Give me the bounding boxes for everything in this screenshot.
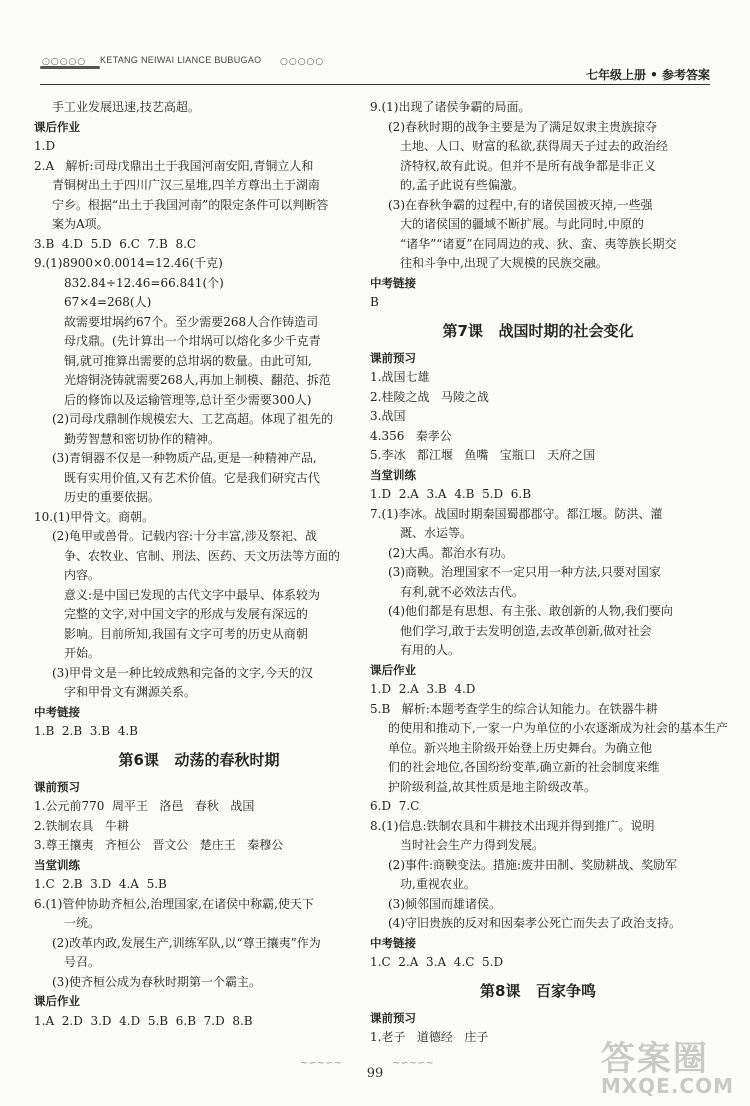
answer-line: 5.李冰 都江堰 鱼嘴 宝瓶口 天府之国 bbox=[370, 448, 596, 462]
answer-line: 争、农牧业、官制、刑法、医药、天文历法等方面的 bbox=[64, 548, 341, 563]
answer-line: 溉、水运等。 bbox=[400, 526, 473, 540]
answer-line: 影响。目前所知,我国有文字可考的历史从商朝 bbox=[64, 626, 308, 641]
answer-line: 当时社会生产力得到发展。 bbox=[400, 838, 545, 852]
answer-line: 10.(1)甲骨文。商朝。 bbox=[34, 509, 155, 524]
answer-line: 一统。 bbox=[64, 916, 101, 930]
lesson-title: 第8课 百家争鸣 bbox=[479, 981, 597, 1000]
answer-line: (2)事件:商鞅变法。措施:废井田制、奖励耕战、奖励军 bbox=[388, 857, 678, 872]
answer-line: (2)春秋时期的战争主要是为了满足奴隶主贵族掠夺 bbox=[388, 119, 657, 134]
answer-line: (3)青铜器不仅是一种物质产品,更是一种精神产品, bbox=[52, 451, 317, 465]
section-heading: 当堂训练 bbox=[34, 857, 80, 872]
answer-line: 案为A项。 bbox=[52, 217, 109, 231]
answer-line: 8.(1)信息:铁制农具和牛耕技术出现并得到推广。说明 bbox=[370, 818, 655, 833]
answer-line: 他们学习,敢于去发明创造,去改革创新,做对社会 bbox=[400, 623, 652, 638]
answer-line: 的,孟子此说有些偏激。 bbox=[400, 178, 524, 192]
answer-line: 67×4=268(人) bbox=[64, 295, 152, 309]
answer-line: 1.老子 道德经 庄子 bbox=[370, 1030, 489, 1044]
dots-decoration-right: ○○○○○ bbox=[280, 57, 325, 67]
answer-line: (2)改革内政,发展生产,训练军队,以“尊王攘夷”作为 bbox=[52, 935, 321, 950]
answer-line: 9.(1)出现了诸侯争霸的局面。 bbox=[370, 100, 531, 114]
answer-line: 5.B 解析:本题考查学生的综合认知能力。在铁器牛耕 bbox=[370, 701, 658, 716]
answer-line: (4)他们都是有思想、有主张、敢创新的人物,我们要向 bbox=[388, 604, 673, 618]
answer-line: 后的修饰以及运输管理等,总计至少需要300人) bbox=[64, 392, 312, 407]
series-brand: KETANG NEIWAI LIANCE BUBUGAO bbox=[100, 55, 262, 65]
answer-line: 1.公元前770 周平王 洛邑 春秋 战国 bbox=[34, 799, 255, 813]
answer-line: (4)守旧贵族的反对和因秦孝公死亡而失去了政治支持。 bbox=[388, 916, 682, 930]
answer-line: 土地、人口、财富的私欲,获得周天子过去的政治经 bbox=[400, 139, 668, 153]
section-heading: 中考链接 bbox=[370, 275, 416, 290]
answer-line: 6.D 7.C bbox=[370, 799, 420, 813]
answer-line: 故需要坩埚约67个。至少需要268人合作铸造司 bbox=[64, 314, 319, 329]
section-heading: 课前预习 bbox=[370, 1010, 416, 1025]
answer-line: (3)商鞅。治理国家不一定只用一种方法,只要对国家 bbox=[388, 565, 661, 579]
answer-line: 完整的文字,对中国文字的形成与发展有深远的 bbox=[64, 607, 308, 621]
answer-line: 7.(1)李冰。战国时期秦国蜀郡郡守。都江堰。防洪、灌 bbox=[370, 506, 663, 521]
answer-line: 1.C 2.B 3.D 4.A 5.B bbox=[34, 877, 167, 891]
section-heading: 课前预习 bbox=[34, 779, 80, 794]
answer-line: 号召。 bbox=[64, 955, 101, 969]
section-heading: 课后作业 bbox=[370, 662, 416, 677]
ornament-right: ~∽~∽~ bbox=[392, 1058, 434, 1069]
answer-line: 1.D 2.A 3.A 4.B 5.D 6.B bbox=[370, 487, 532, 501]
dots-decoration-left: ○○○○○ bbox=[42, 57, 87, 67]
lesson-title: 第6课 动荡的春秋时期 bbox=[118, 750, 280, 769]
section-heading: 中考链接 bbox=[34, 704, 80, 719]
answer-line: 3.尊王攘夷 齐桓公 晋文公 楚庄王 秦穆公 bbox=[34, 838, 284, 852]
section-heading: 课前预习 bbox=[370, 350, 416, 365]
section-heading: 中考链接 bbox=[370, 935, 416, 950]
answer-line: 大的诸侯国的疆域不断扩展。与此同时,中原的 bbox=[400, 217, 644, 231]
answer-line: 历史的重要依据。 bbox=[64, 490, 161, 504]
answer-line: 济特权,故有此说。但并不是所有战争都是非正义 bbox=[400, 158, 656, 173]
answer-line: (2)司母戊鼎制作规模宏大、工艺高超。体现了祖先的 bbox=[52, 412, 334, 426]
answer-line: 2.A 解析:司母戊鼎出土于我国河南安阳,青铜立人和 bbox=[34, 158, 314, 173]
answer-line: 2.铁制农具 牛耕 bbox=[34, 818, 129, 833]
answer-line: 意义:是中国已发现的古代文字中最早、体系较为 bbox=[64, 587, 321, 602]
answer-line: 有利,就不必效法古代。 bbox=[400, 584, 524, 599]
answer-line: 1.D 2.A 3.B 4.D bbox=[370, 682, 476, 696]
answer-line: B bbox=[370, 295, 379, 309]
answer-line: 4.356 秦孝公 bbox=[370, 428, 452, 443]
answer-line: 单位。新兴地主阶级开始登上历史舞台。为确立他 bbox=[388, 740, 653, 755]
answer-line: 1.A 2.D 3.D 4.D 5.B 6.B 7.D 8.B bbox=[34, 1013, 253, 1028]
book-title: 七年级上册 • 参考答案 bbox=[585, 68, 710, 82]
answer-line: 的使用和推动下,一家一户为单位的小农逐渐成为社会的基本生产 bbox=[388, 721, 728, 735]
answer-line: 有用的人。 bbox=[400, 643, 461, 657]
answer-line: 3.B 4.D 5.D 6.C 7.B 8.C bbox=[34, 236, 197, 251]
answer-line: 手工业发展迅速,技艺高超。 bbox=[52, 100, 200, 114]
left-column bbox=[34, 98, 364, 1031]
answer-line: 2.桂陵之战 马陵之战 bbox=[370, 389, 489, 404]
answer-line: “诸华”“诸夏”在同周边的戎、狄、蛮、夷等族长期交 bbox=[400, 236, 677, 251]
answer-line: 开始。 bbox=[64, 646, 101, 660]
answer-line: 1.B 2.B 3.B 4.B bbox=[34, 724, 138, 738]
answer-line: 1.D bbox=[34, 139, 56, 153]
ornament-left: ~∽~∽~ bbox=[300, 1058, 342, 1069]
answer-line: 832.84÷12.46=66.841(个) bbox=[64, 275, 224, 290]
section-heading: 课后作业 bbox=[34, 994, 80, 1008]
answer-line: 功,重视农业。 bbox=[400, 877, 476, 891]
answer-line: (3)甲骨文是一种比较成熟和完备的文字,今天的汉 bbox=[52, 665, 313, 680]
answer-line: 母戊鼎。(先计算出一个坩埚可以熔化多少千克青 bbox=[64, 334, 321, 348]
watermark-logo bbox=[601, 1031, 734, 1098]
answer-line: 青铜树出土于四川广汉三星堆,四羊方尊出土于湖南 bbox=[52, 178, 320, 192]
watermark-text: 答案圈 bbox=[600, 1039, 709, 1079]
answer-line: 往和斗争中,出现了大规模的民族交融。 bbox=[400, 256, 608, 270]
answer-line: 3.战国 bbox=[370, 409, 406, 423]
answer-line: (3)使齐桓公成为春秋时期第一个霸主。 bbox=[52, 974, 261, 989]
header-rule bbox=[40, 84, 710, 85]
answer-line: 6.(1)管仲协助齐桓公,治理国家,在诸侯中称霸,使天下 bbox=[34, 896, 314, 911]
answer-line: 勤劳智慧和密切协作的精神。 bbox=[64, 431, 221, 446]
section-heading: 当堂训练 bbox=[370, 467, 416, 482]
answer-line: (2)大禹。都治水有功。 bbox=[388, 545, 513, 560]
answer-line: (2)龟甲或兽骨。记载内容:十分丰富,涉及祭祀、战 bbox=[52, 529, 317, 543]
answer-line: (3)倾邻国而雄诸侯。 bbox=[388, 896, 501, 911]
answer-line: 1.C 2.A 3.A 4.C 5.D bbox=[370, 955, 504, 969]
answer-line: 宁乡。根据“出土于我国河南”的限定条件可以判断答 bbox=[52, 197, 329, 212]
answer-line: 既有实用价值,又有艺术价值。它是我们研究古代 bbox=[64, 470, 320, 485]
answer-line: (3)在春秋争霸的过程中,有的诸侯国被灭掉,一些强 bbox=[388, 197, 653, 212]
page-number: 99 bbox=[366, 1066, 384, 1081]
page-header bbox=[40, 44, 710, 84]
answer-line: 们的社会地位,各国纷纷变革,确立新的社会制度来维 bbox=[388, 760, 660, 774]
watermark-url: MXQE.COM bbox=[600, 1074, 734, 1098]
answer-line: 字和甲骨文有渊源关系。 bbox=[64, 685, 197, 699]
answer-line: 内容。 bbox=[64, 568, 101, 582]
right-column bbox=[370, 98, 728, 1048]
answer-line: 1.战国七雄 bbox=[370, 370, 430, 384]
answer-line: 护阶级利益,故其性质是地主阶级改革。 bbox=[388, 779, 596, 794]
lesson-title: 第7课 战国时期的社会变化 bbox=[442, 321, 634, 340]
answer-line: 铜,就可推算出需要的总坩埚的数量。由此可知, bbox=[64, 353, 312, 368]
section-heading: 课后作业 bbox=[34, 119, 80, 134]
answer-line: 9.(1)8900×0.0014=12.46(千克) bbox=[34, 256, 223, 270]
answer-line: 光熔铜浇铸就需要268人,再加上制模、翻范、拆范 bbox=[64, 373, 331, 387]
